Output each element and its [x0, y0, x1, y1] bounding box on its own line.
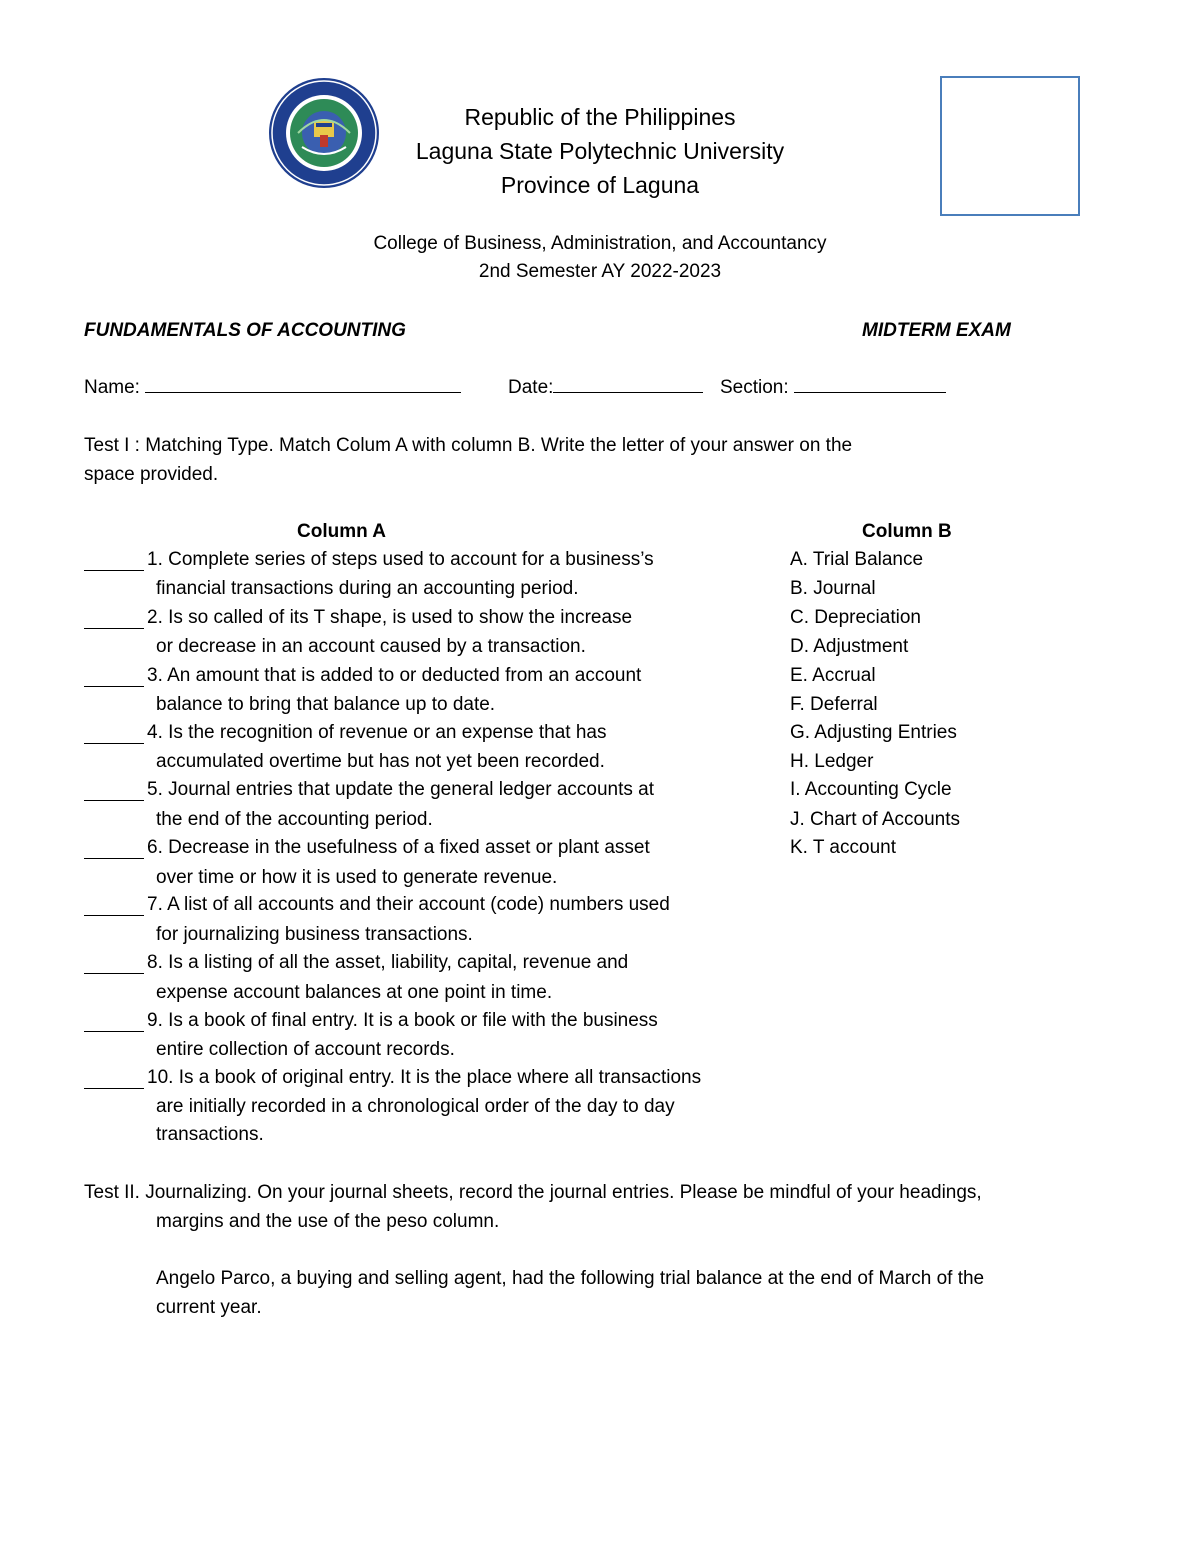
- section-label: Section:: [720, 377, 789, 398]
- header-semester: 2nd Semester AY 2022-2023: [478, 261, 722, 282]
- answer-blank-1[interactable]: [84, 570, 144, 571]
- test2-instruction-line1: Test II. Journalizing. On your journal sheets, record the journal entries. Please be mindful of your headings,: [84, 1182, 982, 1203]
- name-label: Name:: [84, 377, 140, 398]
- name-field-row: [84, 377, 461, 399]
- choice-e: E. Accrual: [790, 665, 876, 686]
- question-3-line1: 3. An amount that is added to or deducted from an account: [147, 665, 642, 686]
- question-9-line2: entire collection of account records.: [156, 1039, 455, 1060]
- choice-b: B. Journal: [790, 578, 876, 599]
- header-republic: Republic of the Philippines: [464, 104, 736, 130]
- choice-c: C. Depreciation: [790, 607, 921, 628]
- question-8-line1: 8. Is a listing of all the asset, liability, capital, revenue and: [147, 952, 629, 973]
- column-a-header: Column A: [297, 521, 387, 542]
- question-10-line2: are initially recorded in a chronological order of the day to day: [156, 1096, 675, 1117]
- date-field-row: [508, 377, 703, 399]
- choice-g: G. Adjusting Entries: [790, 722, 957, 743]
- question-9-line1: 9. Is a book of final entry. It is a book or file with the business: [147, 1010, 658, 1031]
- choice-k: K. T account: [790, 837, 896, 858]
- choice-h: H. Ledger: [790, 751, 874, 772]
- choice-d: D. Adjustment: [790, 636, 909, 657]
- answer-blank-10[interactable]: [84, 1088, 144, 1089]
- test2-instruction-line2: margins and the use of the peso column.: [156, 1211, 500, 1232]
- question-10-line1: 10. Is a book of original entry. It is the place where all transactions: [147, 1067, 702, 1088]
- question-8-line2: expense account balances at one point in time.: [156, 982, 553, 1003]
- question-5-line2: the end of the accounting period.: [156, 809, 433, 830]
- answer-blank-9[interactable]: [84, 1031, 144, 1032]
- section-field-row: [720, 377, 946, 399]
- photo-placeholder-box: [940, 76, 1080, 216]
- test2-paragraph-line1: Angelo Parco, a buying and selling agent, had the following trial balance at the end of March of the: [156, 1268, 985, 1289]
- question-2-line1: 2. Is so called of its T shape, is used to show the increase: [147, 607, 633, 628]
- question-1-line1: 1. Complete series of steps used to account for a business’s: [147, 549, 654, 570]
- date-blank[interactable]: [553, 391, 703, 393]
- question-4-line2: accumulated overtime but has not yet been recorded.: [156, 751, 605, 772]
- question-2-line2: or decrease in an account caused by a transaction.: [156, 636, 586, 657]
- question-6-line2: over time or how it is used to generate revenue.: [156, 867, 558, 888]
- header-college: College of Business, Administration, and Accountancy: [373, 233, 827, 254]
- question-7-line2: for journalizing business transactions.: [156, 924, 473, 945]
- answer-blank-5[interactable]: [84, 800, 144, 801]
- question-1-line2: financial transactions during an accounting period.: [156, 578, 579, 599]
- question-3-line2: balance to bring that balance up to date.: [156, 694, 496, 715]
- name-blank[interactable]: [145, 391, 461, 393]
- column-b-header: Column B: [862, 521, 952, 542]
- choice-i: I. Accounting Cycle: [790, 779, 952, 800]
- question-6-line1: 6. Decrease in the usefulness of a fixed asset or plant asset: [147, 837, 650, 858]
- header-university: Laguna State Polytechnic University: [415, 138, 785, 164]
- answer-blank-2[interactable]: [84, 628, 144, 629]
- date-label: Date:: [508, 377, 554, 398]
- choice-a: A. Trial Balance: [790, 549, 924, 570]
- test1-instruction-line1: Test I : Matching Type. Match Colum A with column B. Write the letter of your answer on the: [84, 435, 853, 456]
- answer-blank-8[interactable]: [84, 973, 144, 974]
- header-province: Province of Laguna: [500, 172, 700, 198]
- question-10-line3: transactions.: [156, 1124, 264, 1145]
- test1-instruction-line2: space provided.: [84, 464, 219, 485]
- answer-blank-6[interactable]: [84, 858, 144, 859]
- choice-f: F. Deferral: [790, 694, 878, 715]
- answer-blank-7[interactable]: [84, 915, 144, 916]
- question-5-line1: 5. Journal entries that update the general ledger accounts at: [147, 779, 655, 800]
- answer-blank-4[interactable]: [84, 743, 144, 744]
- answer-blank-3[interactable]: [84, 686, 144, 687]
- question-7-line1: 7. A list of all accounts and their account (code) numbers used: [147, 894, 670, 915]
- exam-title: MIDTERM EXAM: [862, 320, 1011, 341]
- choice-j: J. Chart of Accounts: [790, 809, 961, 830]
- question-4-line1: 4. Is the recognition of revenue or an expense that has: [147, 722, 607, 743]
- test2-paragraph-line2: current year.: [156, 1297, 262, 1318]
- section-blank[interactable]: [794, 391, 946, 393]
- course-title: FUNDAMENTALS OF ACCOUNTING: [84, 320, 406, 341]
